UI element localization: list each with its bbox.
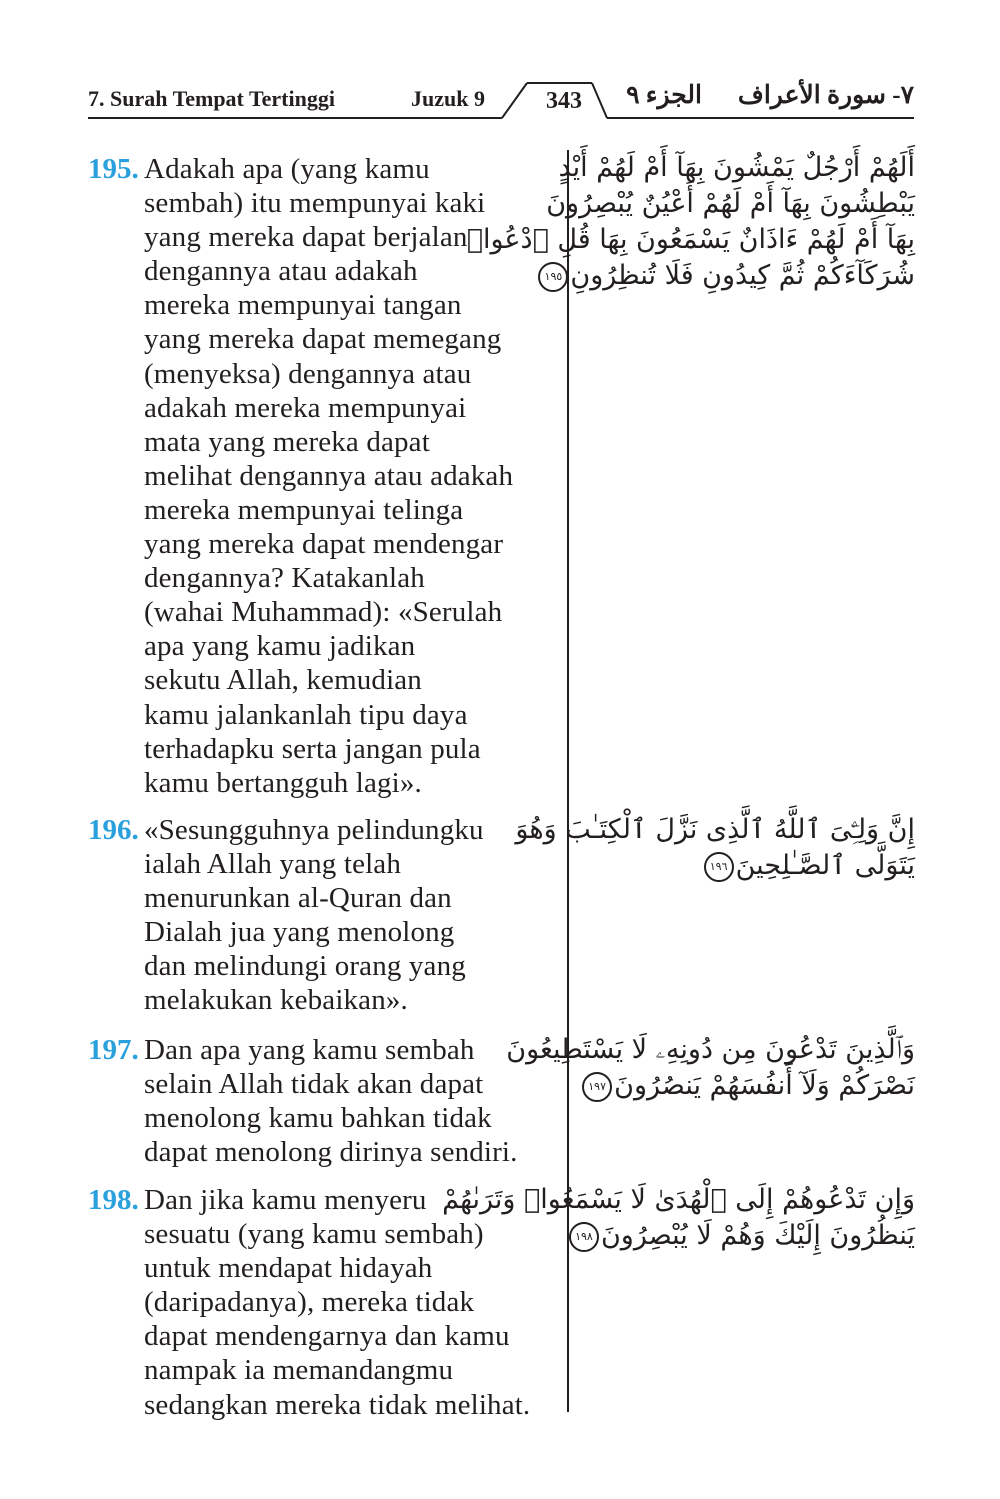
arabic-line: يَنظُرُونَ إِلَيْكَ وَهُمْ لَا يُبْصِرُونَ١٩٨ (585, 1218, 915, 1254)
verse-line: melakukan kebaikan». (144, 984, 408, 1017)
verse-text (144, 1183, 569, 1422)
arabic-line: يَبْطِشُونَ بِهَآ أَمْ لَهُمْ أَعْيُنٌ يُبْصِرُونَ (546, 188, 915, 219)
verse-line: untuk mendapat hidayah (144, 1252, 433, 1285)
verse-line: terhadapku serta jangan pula (144, 732, 481, 765)
arabic-line: وَإِن تَدْعُوهُمْ إِلَى ٱلْهُدَىٰ لَا يَسْمَعُوا۟ وَتَرَىٰهُمْ (442, 1184, 915, 1215)
verse-line: mata yang mereka dapat (144, 425, 430, 458)
verse-number: 196. (88, 814, 139, 846)
verse-line: menolong kamu bahkan tidak (144, 1102, 492, 1135)
arabic-line: إِنَّ وَلِـِّۧىَ ٱللَّهُ ٱلَّذِى نَزَّلَ ٱلْكِتَـٰبَ وَهُوَ (515, 814, 915, 845)
verse-line: nampak ia memandangmu (144, 1354, 454, 1387)
verse-line: (wahai Muhammad): «Serulah (144, 596, 503, 629)
verse-line: yang mereka dapat mendengar (144, 528, 504, 561)
verse-line: sesuatu (yang kamu sembah) (144, 1218, 484, 1251)
ayah-end-marker: ١٩٥ (538, 262, 568, 292)
arabic-line: بِهَآ أَمْ لَهُمْ ءَاذَانٌ يَسْمَعُونَ بِهَا قُلِ ٱدْعُوا۟ (466, 224, 915, 255)
verse-line: (daripadanya), mereka tidak (144, 1286, 475, 1319)
arabic-line: يَتَوَلَّى ٱلصَّـٰلِحِينَ١٩٦ (585, 848, 915, 884)
verse-line: Adakah apa (yang kamu (144, 153, 430, 185)
arabic-verse (506, 1032, 915, 1104)
arabic-surah-title: ٧- سورة الأعراف (737, 82, 914, 109)
verse-line: melihat dengannya atau adakah (144, 459, 514, 492)
verse-line: «Sesungguhnya pelindungku (144, 814, 484, 846)
verse-number: 198. (88, 1184, 139, 1216)
page-number: 343 (546, 88, 582, 114)
arabic-line: شُرَكَآءَكُمْ ثُمَّ كِيدُونِ فَلَا تُنظِرُونِ١٩٥ (585, 258, 915, 294)
arabic-line: أَلَهُمْ أَرْجُلٌ يَمْشُونَ بِهَآ أَمْ لَهُمْ أَيْدٍ (558, 152, 915, 183)
verse-number: 197. (88, 1034, 139, 1066)
verse-line: mereka mempunyai tangan (144, 289, 462, 322)
verse-line: apa yang kamu jadikan (144, 630, 416, 663)
arabic-verse (442, 1182, 915, 1254)
verse-line: Dialah jua yang menolong (144, 916, 455, 949)
verse-line: yang mereka dapat berjalan (144, 221, 468, 254)
verse-line: dan melindungi orang yang (144, 950, 466, 983)
surah-title: 7. Surah Tempat Tertinggi (88, 86, 335, 111)
arabic-line: وَٱلَّذِينَ تَدْعُونَ مِن دُونِهِۦ لَا يَسْتَطِيعُونَ (506, 1034, 915, 1065)
verse-line: Dan apa yang kamu sembah (144, 1034, 475, 1066)
verse-line: kamu bertangguh lagi». (144, 766, 422, 799)
ayah-end-marker: ١٩٨ (569, 1222, 599, 1252)
arabic-verse (515, 812, 915, 884)
verse-line: kamu jalankanlah tipu daya (144, 698, 468, 731)
arabic-verse (466, 150, 915, 294)
verse-line: dapat menolong dirinya sendiri. (144, 1136, 518, 1169)
verse-line: adakah mereka mempunyai (144, 391, 467, 424)
verse-text (144, 1033, 569, 1169)
verse-line: dapat mendengarnya dan kamu (144, 1320, 510, 1353)
verse-line: dengannya? Katakanlah (144, 562, 425, 595)
verse-line: (menyeksa) dengannya atau (144, 357, 472, 390)
page-header (0, 0, 1000, 130)
verse-number: 195. (88, 153, 139, 185)
verse-text (144, 813, 569, 1018)
verse-line: sedangkan mereka tidak melihat. (144, 1388, 531, 1421)
verse-line: mereka mempunyai telinga (144, 493, 464, 526)
juzuk-label: Juzuk 9 (411, 86, 485, 111)
ayah-end-marker: ١٩٧ (582, 1072, 612, 1102)
ayah-end-marker: ١٩٦ (704, 852, 734, 882)
verse-line: menurunkan al-Quran dan (144, 882, 452, 915)
arabic-juz-label: الجزء ٩ (626, 82, 702, 109)
arabic-line: نَصْرَكُمْ وَلَآ أَنفُسَهُمْ يَنصُرُونَ١٩٧ (585, 1068, 915, 1104)
verse-line: dengannya atau adakah (144, 255, 418, 288)
verse-line: sembah) itu mempunyai kaki (144, 187, 486, 220)
verse-line: yang mereka dapat memegang (144, 323, 502, 356)
verse-line: ialah Allah yang telah (144, 848, 401, 881)
verse-line: Dan jika kamu menyeru (144, 1184, 427, 1216)
verse-line: sekutu Allah, kemudian (144, 664, 422, 697)
verse-line: selain Allah tidak akan dapat (144, 1068, 484, 1101)
